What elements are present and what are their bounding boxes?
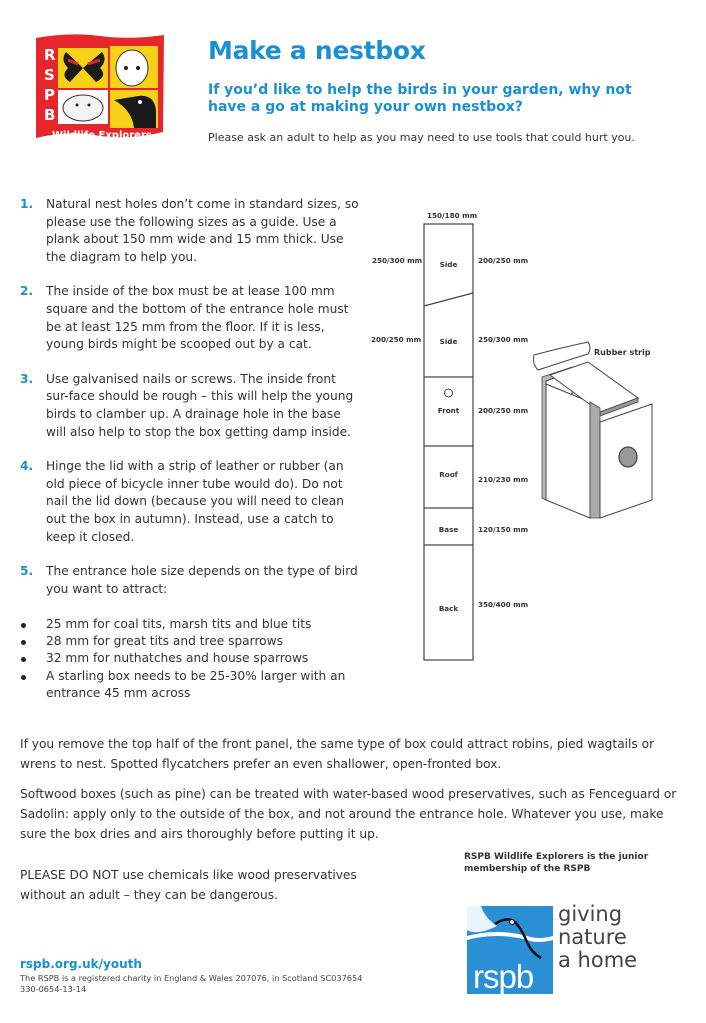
step-text: Use galvanised nails or screws. The inside front sur-face should be rough – this will help the young birds to clamber up. A drainage hole in the base will also help to stop the box getting damp inside. <box>46 371 354 439</box>
svg-text:P: P <box>44 86 55 104</box>
wildlife-explorers-logo <box>30 30 170 150</box>
step-number: 3. <box>20 371 34 386</box>
bullet-icon <box>21 623 26 628</box>
website-link[interactable]: rspb.org.uk/youth <box>20 957 142 971</box>
entrance-hole-icon <box>619 447 637 467</box>
page-subtitle: If you’d like to help the birds in your garden, why not have a go at making your own nestbox? <box>208 82 632 115</box>
step-text: Hinge the lid with a strip of leather or rubber (an old piece of bicycle inner tube would do). Do not nail the lid down (because you will need to clean out the box in autumn). Instead, use a catch to keep it closed. <box>46 459 344 544</box>
rspb-logo <box>467 906 553 994</box>
slogan: giving nature a home <box>558 902 638 972</box>
preservatives-paragraph: Softwood boxes (such as pine) can be treated with water-based wood preservatives, such as Fenceguard or Sadolin: apply only to the outside of the box, and not around the entrance hole. Whatever you use, make sure the box dries and airs thoroughly before putting it up. <box>20 787 677 841</box>
width-dimension-label: 150/180 mm <box>427 211 478 220</box>
dimension-label: 250/300 mm <box>478 335 529 344</box>
part-label-front: Front <box>437 406 460 415</box>
step-text: The inside of the box must be at lease 100 mm square and the bottom of the entrance hole must be at least 125 mm from the floor. If it is less, young birds might be scooped out by a cat. <box>46 284 349 352</box>
dimension-label: 120/150 mm <box>478 525 529 534</box>
step-item <box>20 371 360 441</box>
part-label-side: Side <box>439 260 458 269</box>
step-text: The entrance hole size depends on the type of bird you want to attract: <box>46 564 358 596</box>
bullet-icon <box>21 675 26 680</box>
safety-intro: Please ask an adult to help as you may need to use tools that could hurt you. <box>208 131 635 144</box>
step-number: 1. <box>20 197 34 211</box>
warning-text: PLEASE DO NOT use chemicals like wood preservatives without an adult – they can be dangerous. <box>20 868 357 902</box>
document-code: 330-0654-13-14 <box>20 984 87 994</box>
svg-text:S: S <box>44 66 55 84</box>
part-label-base: Base <box>438 525 459 534</box>
dimension-label: 210/230 mm <box>478 475 529 484</box>
alternative-use-paragraph: If you remove the top half of the front panel, the same type of box could attract robins, pied wagtails or wrens to nest. Spotted flycatchers prefer an even shallower, open-fronted box. <box>20 737 655 771</box>
nestbox-illustration <box>530 340 680 520</box>
step-item <box>20 283 360 353</box>
bullet-icon <box>21 657 26 662</box>
step-number: 5. <box>20 564 34 579</box>
dimension-label: 200/250 mm <box>478 256 529 265</box>
instruction-steps <box>20 196 360 615</box>
dimension-label: 200/250 mm <box>371 335 422 344</box>
step-item <box>20 458 360 546</box>
svg-text:R: R <box>44 46 56 64</box>
part-label-roof: Roof <box>439 470 458 479</box>
list-item: 32 mm for nuthatches and house sparrows <box>20 650 350 667</box>
step-item <box>20 196 360 266</box>
step-text: Natural nest holes don’t come in standard sizes, so please use the following sizes as a guide. Use a plank about 150 mm wide and 15 mm thick. Use the diagram to help you. <box>46 197 359 264</box>
svg-text:Wildlife Explorers: Wildlife Explorers <box>52 130 152 141</box>
step-number: 2. <box>20 284 34 299</box>
list-item: A starling box needs to be 25-30% larger with an entrance 45 mm across <box>20 668 350 702</box>
part-label-side: Side <box>439 337 458 346</box>
dimension-label: 350/400 mm <box>478 600 529 609</box>
dimension-label: 200/250 mm <box>478 406 529 415</box>
page-title: Make a nestbox <box>208 36 426 65</box>
svg-text:rspb: rspb <box>473 958 534 994</box>
charity-text: The RSPB is a registered charity in England & Wales 207076, in Scotland SC037654 <box>20 973 363 983</box>
step-item <box>20 563 360 598</box>
dimension-label: 250/300 mm <box>372 256 423 265</box>
junior-membership-note: RSPB Wildlife Explorers is the junior membership of the RSPB <box>464 852 649 874</box>
list-item: 25 mm for coal tits, marsh tits and blue tits <box>20 616 350 633</box>
hole-size-list <box>20 616 350 702</box>
legal-info <box>20 973 362 995</box>
bullet-icon <box>21 640 26 645</box>
list-item: 28 mm for great tits and tree sparrows <box>20 633 350 650</box>
svg-text:B: B <box>44 106 56 124</box>
rubber-strip-label: Rubber strip <box>594 348 651 357</box>
part-label-back: Back <box>438 604 459 613</box>
step-number: 4. <box>20 459 34 474</box>
